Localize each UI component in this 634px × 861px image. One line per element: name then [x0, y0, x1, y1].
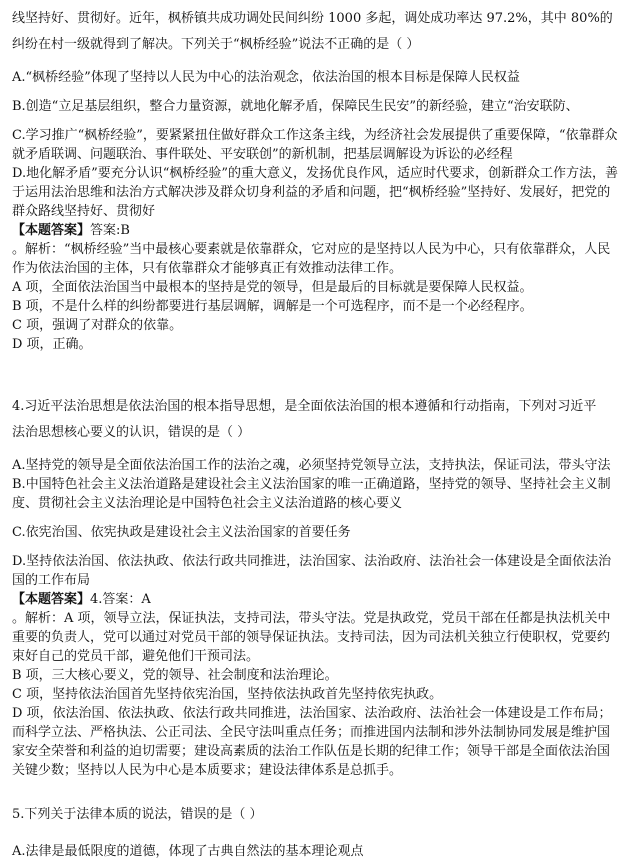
explanation-item-a: A 项，全面依法治国当中最根本的坚持是党的领导，但是最后的目标就是要保障人民权益。	[12, 280, 533, 295]
explanation-item-b: B 项，三大核心要义，党的领导、社会制度和法治理论。	[12, 668, 338, 683]
question-4	[12, 394, 622, 780]
question-stem-line: 法治思想核心要义的认识，错误的是（ ）	[12, 425, 251, 440]
question-3	[12, 6, 622, 354]
explanation-item-c: C 项，强调了对群众的依靠。	[12, 318, 183, 333]
question-stem-line: 纠纷在村一级就得到了解决。下列关于“枫桥经验”说法不正确的是（ ）	[12, 37, 420, 52]
option-d: D.地化解矛盾”要充分认识“枫桥经验”的重大意义，发扬优良作风，适应时代要求，创新群众工作方法，善于运用法治思维和法治方式解决涉及群众切身利益的矛盾和问题，把“枫桥经验”坚持好、发展好，把党的群众路线坚持好、贯彻好	[12, 166, 619, 219]
answer-heading	[12, 590, 622, 609]
option-d: D.坚持依法治国、依法执政、依法行政共同推进，法治国家、法治政府、法治社会一体建设是全面依法治国的工作布局	[12, 554, 612, 588]
explanation-paragraph: 。解析：A 项，领导立法，保证执法，支持司法，带头守法。党是执政党，党员干部在任都是执法机关中重要的负责人，党可以通过对党员干部的领导保证执法。支持司法，因为司法机关独立行使职权，党要约束好自己的党员干部，避免他们干预司法。	[12, 611, 611, 664]
question-5	[12, 802, 622, 861]
question-stem-line: 4.习近平法治思想是依法治国的根本指导思想，是全面依法治国的根本遵循和行动指南，下列对习近平	[12, 399, 597, 414]
explanation-item-c: C 项，坚持依法治国首先坚持依宪治国，坚持依法执政首先坚持依宪执政。	[12, 687, 443, 702]
explanation-item-d: D 项，依法治国、依法执政、依法行政共同推进，法治国家、法治政府、法治社会一体建设是工作布局；而科学立法、严格执法、公正司法、全民守法叫重点任务；而推进国内法制和涉外法制协同发展是维护国家安全荣誉和利益的迫切需要；建设高素质的法治工作队伍是长期的纪律工作；领导干部是全面依法治国关键少数；坚持以人民为中心是本质要求；建设法律体系是总抓手。	[12, 706, 612, 778]
option-a: A.坚持党的领导是全面依法治国工作的法治之魂，必须坚持党领导立法，支持执法，保证司法，带头守法	[12, 458, 611, 473]
option-a: A.“枫桥经验”体现了坚持以人民为中心的法治观念，依法治国的根本目标是保障人民权益	[12, 70, 520, 85]
option-b: B.创造“立足基层组织，整合力量资源，就地化解矛盾，保障民生民安”的新经验，建立“治安联防、	[12, 99, 579, 114]
option-c: C.学习推广“枫桥经验”，要紧紧扭住做好群众工作这条主线，为经济社会发展提供了重要保障，“依靠群众就矛盾联调、问题联治、事件联处、平安联创”的新机制，把基层调解设为诉讼的必经程	[12, 128, 618, 162]
option-b: B.中国特色社会主义法治道路是建设社会主义法治国家的唯一正确道路，坚持党的领导、坚持社会主义制度、贯彻社会主义法治理论是中国特色社会主义法治道路的核心要义	[12, 477, 611, 511]
explanation-item-b: B 项，不是什么样的纠纷都要进行基层调解，调解是一个可选程序，而不是一个必经程序。	[12, 299, 533, 314]
answer-value: 答案:B	[90, 223, 130, 238]
option-c: C.依宪治国、依宪执政是建设社会主义法治国家的首要任务	[12, 525, 351, 540]
answer-heading	[12, 221, 622, 240]
explanation-paragraph: 。解析：“枫桥经验”当中最核心要素就是依靠群众，它对应的是坚持以人民为中心，只有依靠群众，人民作为依法治国的主体，只有依靠群众才能够真正有效推动法律工作。	[12, 242, 611, 276]
explanation-item-d: D 项，正确。	[12, 337, 92, 352]
answer-label: 【本题答案】	[12, 223, 91, 238]
question-stem-line: 线坚持好、贯彻好。近年，枫桥镇共成功调处民间纠纷 1000 多起，调处成功率达 97.2%，其中 80%的	[12, 11, 613, 26]
answer-label: 【本题答案】	[12, 592, 91, 607]
question-stem-line: 5.下列关于法律本质的说法，错误的是（ ）	[12, 807, 263, 822]
option-a: A.法律是最低限度的道德，体现了古典自然法的基本理论观点	[12, 844, 364, 859]
answer-value: 4.答案：A	[90, 592, 151, 607]
